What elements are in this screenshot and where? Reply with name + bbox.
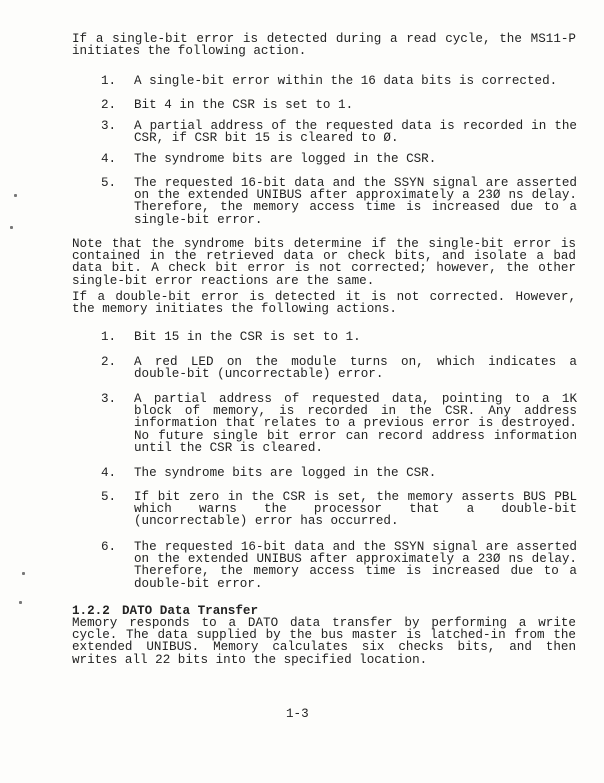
item-number: 1. <box>101 74 117 88</box>
item-number: 2. <box>101 98 117 112</box>
item-text: A partial address of requested data, pointing to a 1K block of memory, is recorded in the CSR. Any address information that relates to a previous error is destroyed. No future single bit error can record address information until the CSR is cleared. <box>134 392 577 455</box>
item-text: A partial address of the requested data is recorded in the CSR, if CSR bit 15 is cleared to Ø. <box>134 119 577 146</box>
item-number: 2. <box>101 355 117 369</box>
item-text: A single-bit error within the 16 data bits is corrected. <box>134 74 558 88</box>
item-text: Bit 15 in the CSR is set to 1. <box>134 330 361 344</box>
page-number: 1-3 <box>286 707 309 721</box>
item-number: 4. <box>101 466 117 480</box>
item-number: 5. <box>101 490 117 504</box>
section-body: Memory responds to a DATO data transfer by performing a write cycle. The data supplied by the bus master is latched-in from the extended UNIBUS. Memory calculates six checks bits, and then writes all 22 bits into the specified location. <box>72 616 576 667</box>
scan-speck <box>19 601 22 604</box>
item-text: Bit 4 in the CSR is set to 1. <box>134 98 354 112</box>
section-title: DATO Data Transfer <box>122 604 259 618</box>
item-text: The requested 16-bit data and the SSYN signal are asserted on the extended UNIBUS after approximately a 23Ø ns delay. Therefore, the memory access time is increased due to a single-bit error. <box>134 176 577 227</box>
item-number: 3. <box>101 119 117 133</box>
item-text: The syndrome bits are logged in the CSR. <box>134 466 437 480</box>
double-intro-paragraph: If a double-bit error is detected it is not corrected. However, the memory initiates the following actions. <box>72 290 576 317</box>
item-text: The syndrome bits are logged in the CSR. <box>134 152 437 166</box>
item-number: 4. <box>101 152 117 166</box>
section-number: 1.2.2 <box>72 604 110 618</box>
scan-speck <box>10 226 13 229</box>
item-number: 3. <box>101 392 117 406</box>
scan-speck <box>22 572 25 575</box>
item-number: 6. <box>101 540 117 554</box>
intro-paragraph: If a single-bit error is detected during a read cycle, the MS11-P initiates the following action. <box>72 32 576 59</box>
note-paragraph: Note that the syndrome bits determine if the single-bit error is contained in the retrieved data or check bits, and isolate a bad data bit. A check bit error is not corrected; however, the other single-bit error reactions are the same. <box>72 237 576 288</box>
item-text: If bit zero in the CSR is set, the memory asserts BUS PBL which warns the processor that a double-bit (uncorrectable) error has occurred. <box>134 490 577 529</box>
scan-speck <box>14 194 17 197</box>
item-text: The requested 16-bit data and the SSYN signal are asserted on the extended UNIBUS after approximately a 23Ø ns delay. Therefore, the memory access time is increased due to a double-bit error. <box>134 540 577 591</box>
item-text: A red LED on the module turns on, which indicates a double-bit (uncorrectable) error. <box>134 355 577 382</box>
item-number: 1. <box>101 330 117 344</box>
item-number: 5. <box>101 176 117 190</box>
